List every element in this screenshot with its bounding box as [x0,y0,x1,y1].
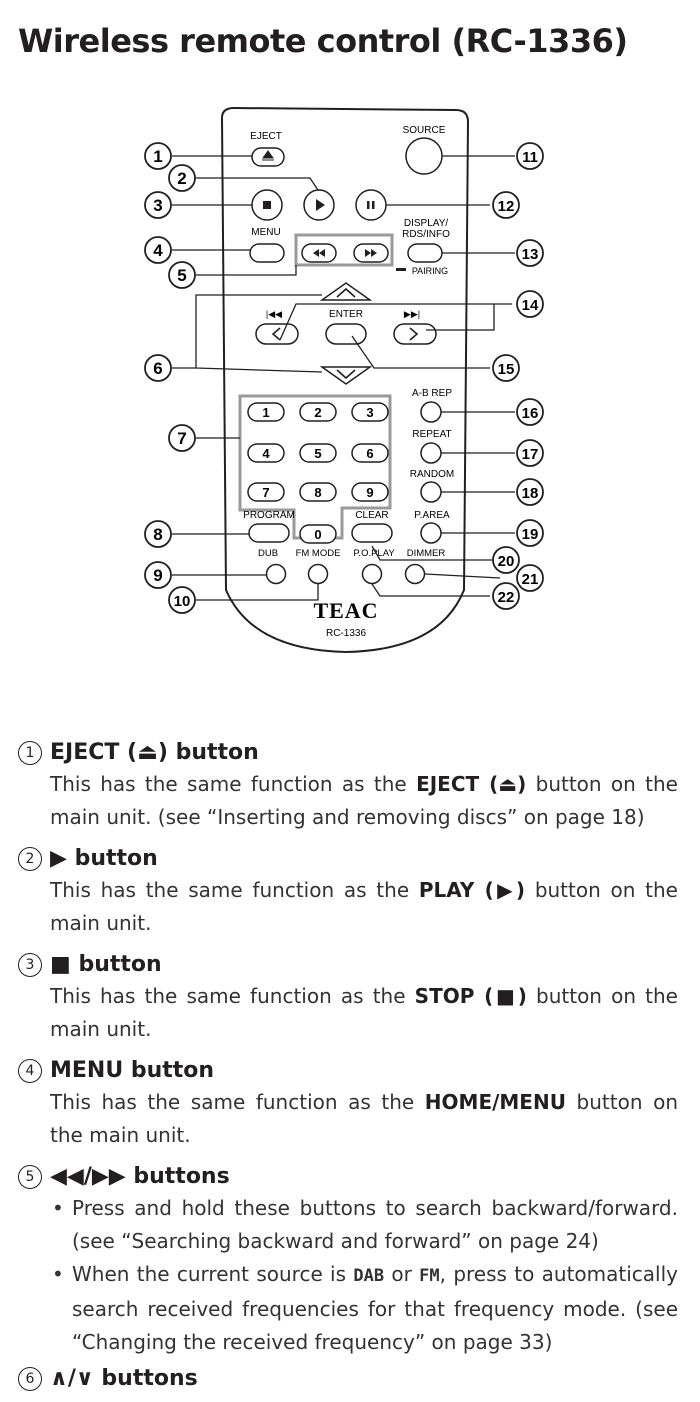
callout-11-label: 11 [522,149,538,166]
section-heading: ■ button [50,952,162,977]
callout-12-label: 12 [497,198,515,215]
callout-13-label: 13 [521,246,539,263]
display-button [408,244,442,262]
repeat-label: REPEAT [412,429,452,440]
callout-5-label: 5 [177,266,187,285]
callout-6-label: 6 [153,359,163,378]
fm-mode-button [309,565,328,584]
callout-2-label: 2 [177,169,187,188]
section-search: 5 ◀◀/▶▶ buttons • Press and hold these buttons to search backward/forward. (see “Searching backward and forward” on page 24) • When the current source is DAB or FM, press to automatically search received frequencies for that frequency mode. (see “Changing the received frequency” on page 33) [18,1162,678,1359]
section-heading: ▶ button [50,846,158,871]
enter-button [326,324,366,344]
section-menu: 4 MENU button This has the same function as the HOME/MENU button on the main unit. [18,1056,678,1152]
key-3-label: 3 [366,405,374,420]
callout-14-label: 14 [521,297,539,314]
callout-22-label: 22 [497,589,515,606]
key-0-label: 0 [314,527,322,542]
key-9-label: 9 [366,485,374,500]
random-label: RANDOM [409,469,455,480]
stop-icon [263,201,271,209]
section-heading: ∧/∨ buttons [50,1366,198,1391]
source-button [406,138,442,174]
fm-mode-label: FM MODE [295,548,341,559]
display-label: DISPLAY/ [403,218,449,229]
bullet-item: • When the current source is DAB or FM, press to automatically search received frequencies for that frequency mode. (see “Changing the received frequency” on page 33) [50,1258,678,1359]
parea-label: P.AREA [414,510,450,521]
section-heading: MENU button [50,1058,215,1083]
key-5-label: 5 [314,446,322,461]
source-label: SOURCE [402,125,446,136]
svg-text:▶▶|: ▶▶| [403,309,421,319]
callout-4-label: 4 [153,241,163,260]
po-play-label: P.O.PLAY [353,548,395,559]
model-label: RC-1336 [325,628,367,639]
callout-8-label: 8 [153,525,163,544]
section-eject: 1 EJECT (⏏) button This has the same function as the EJECT (⏏) button on the main unit. (see “Inserting and removing discs” on page 18) [18,738,678,834]
ab-rep-label: A-B REP [411,388,453,399]
callout-17-label: 17 [521,446,539,463]
brand-logo: TEAC [313,598,379,623]
dub-label: DUB [257,548,279,559]
clear-label: CLEAR [355,510,389,521]
dimmer-button [406,565,425,584]
key-7-label: 7 [262,485,270,500]
callout-16-label: 16 [521,405,539,422]
clear-button [352,524,392,542]
callout-21-label: 21 [521,571,539,588]
key-2-label: 2 [314,405,322,420]
callout-9-label: 9 [153,566,163,585]
page-title: Wireless remote control (RC-1336) [18,22,628,60]
menu-label: MENU [251,227,281,238]
prev-button [256,324,298,344]
section-play: 2 ▶ button This has the same function as the PLAY (▶) button on the main unit. [18,844,678,940]
program-button [249,524,289,542]
key-4-label: 4 [262,446,270,461]
key-1-label: 1 [262,405,270,420]
program-label: PROGRAM [243,510,295,521]
dimmer-label: DIMMER [406,548,446,559]
parea-button [421,523,441,543]
callout-1-label: 1 [153,147,163,166]
callout-3-label: 3 [153,196,163,215]
pairing-label: PAIRING [411,266,449,276]
po-play-button [363,565,382,584]
callout-20-label: 20 [497,553,515,570]
section-cursor: 6 ∧/∨ buttons [18,1364,678,1394]
rds-label: RDS/INFO [402,229,450,240]
section-heading: EJECT (⏏) button [50,740,259,765]
dub-button [267,565,286,584]
callout-7-label: 7 [177,429,187,448]
repeat-button [421,443,441,463]
enter-label: ENTER [329,309,363,320]
section-stop: 3 ■ button This has the same function as the STOP (■) button on the main unit. [18,950,678,1046]
callout-18-label: 18 [521,485,539,502]
section-heading: ◀◀/▶▶ buttons [50,1164,230,1189]
eject-label: EJECT [250,131,282,142]
svg-text:|◀◀: |◀◀ [265,309,283,319]
key-6-label: 6 [366,446,374,461]
next-button [394,324,436,344]
random-button [421,482,441,502]
callout-15-label: 15 [497,361,515,378]
bullet-item: • Press and hold these buttons to search backward/forward. (see “Searching backward and forward” on page 24) [50,1192,678,1258]
callout-10-label: 10 [173,593,191,610]
pause-button [356,190,386,220]
key-8-label: 8 [314,485,322,500]
callout-19-label: 19 [521,526,539,543]
ab-rep-button [421,402,441,422]
remote-control-diagram [0,90,700,670]
menu-button [250,244,284,262]
